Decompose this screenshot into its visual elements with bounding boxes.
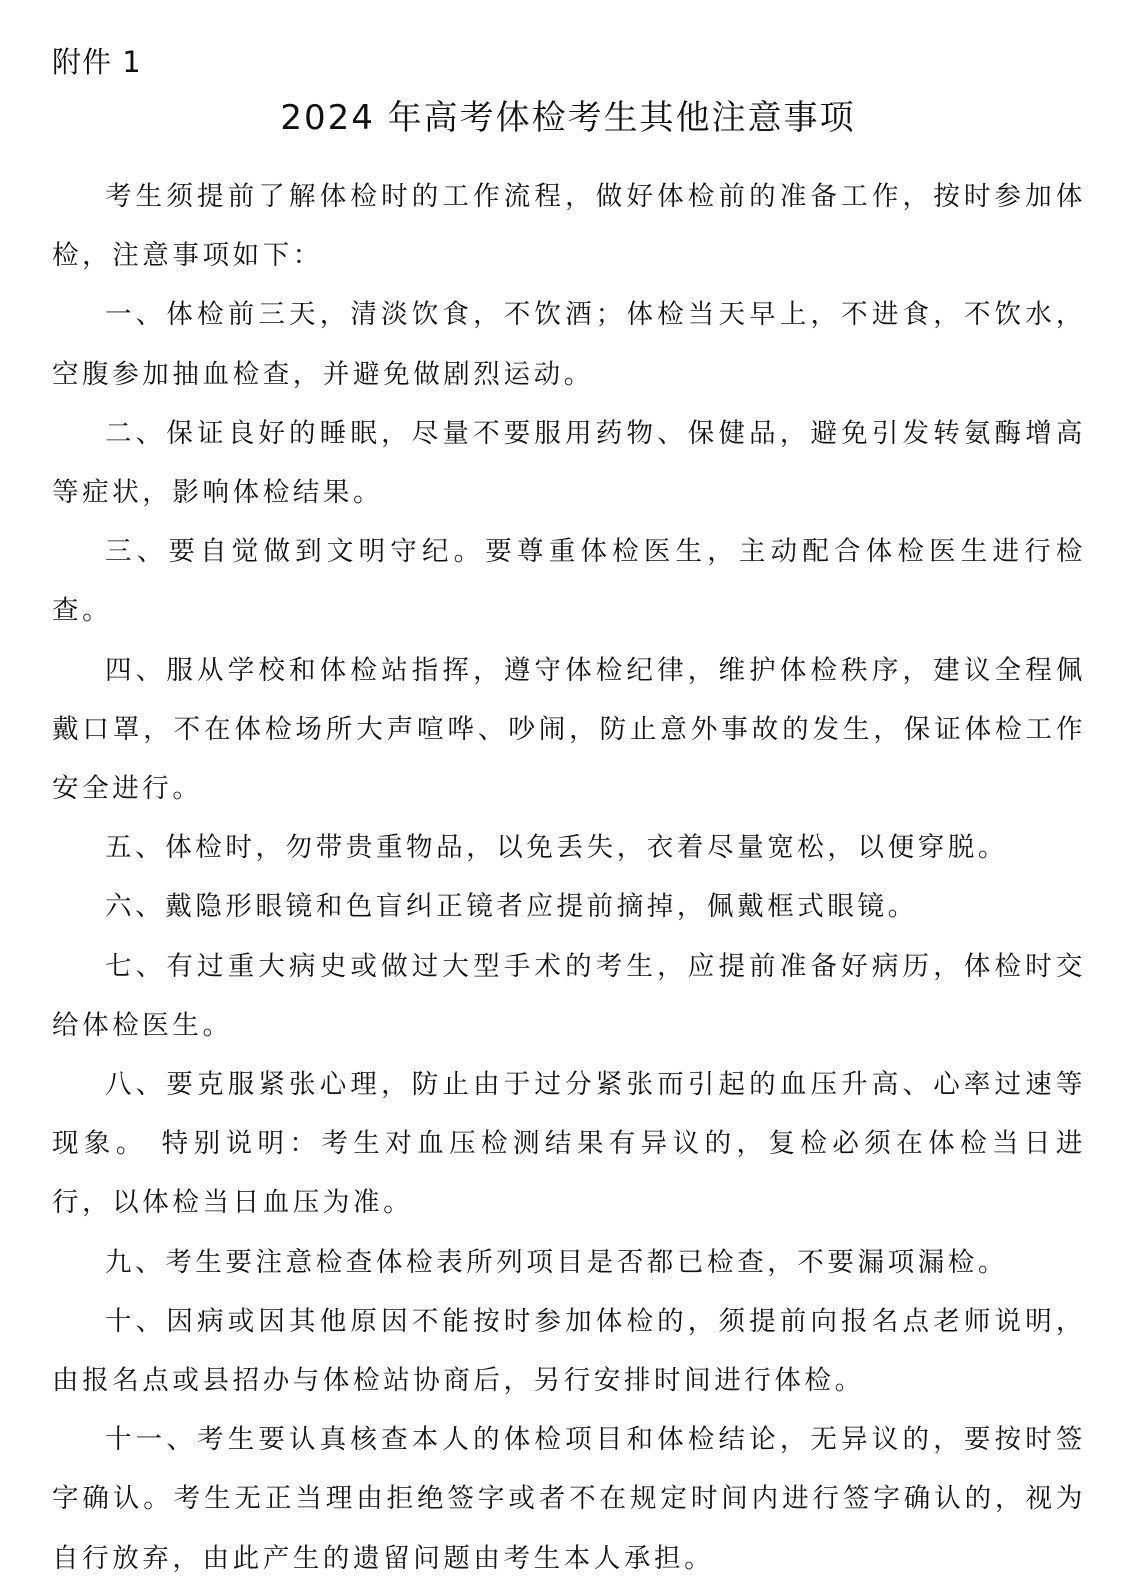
notice-item-1: 一、体检前三天，清淡饮食，不饮酒；体检当天早上，不进食，不饮水，空腹参加抽血检查，并避免做剧烈运动。	[52, 299, 1086, 390]
notice-item-4: 四、服从学校和体检站指挥，遵守体检纪律，维护体检秩序，建议全程佩戴口罩，不在体检场所大声喧哗、吵闹，防止意外事故的发生，保证体检工作安全进行。	[52, 654, 1086, 805]
intro-paragraph: 考生须提前了解体检时的工作流程，做好体检前的准备工作，按时参加体检，注意事项如下：	[52, 181, 1086, 272]
notice-item-6: 六、戴隐形眼镜和色盲纠正镜者应提前摘掉，佩戴框式眼镜。	[105, 891, 918, 923]
notice-item-2: 二、保证良好的睡眠，尽量不要服用药物、保健品，避免引发转氨酶增高等症状，影响体检结果。	[52, 417, 1086, 509]
notice-item-5: 五、体检时，勿带贵重物品，以免丢失，衣着尽量宽松，以便穿脱。	[105, 832, 1008, 864]
document-body	[52, 167, 1086, 1588]
notice-item-7: 七、有过重大病史或做过大型手术的考生，应提前准备好病历，体检时交给体检医生。	[52, 950, 1086, 1041]
notice-item-3: 三、要自觉做到文明守纪。要尊重体检医生，主动配合体检医生进行检查。	[52, 536, 1086, 627]
notice-item-9: 九、考生要注意检查体检表所列项目是否都已检查，不要漏项漏检。	[105, 1246, 1008, 1278]
notice-item-11: 十一、考生要认真核查本人的体检项目和体检结论，无异议的，要按时签字确认。考生无正当理由拒绝签字或者不在规定时间内进行签字确认的，视为自行放弃，由此产生的遗留问题由考生本人承担。	[52, 1424, 1086, 1574]
document-title: 2024 年高考体检考生其他注意事项	[280, 98, 856, 138]
notice-item-10: 十、因病或因其他原因不能按时参加体检的，须提前向报名点老师说明，由报名点或县招办与体检站协商后，另行安排时间进行体检。	[52, 1305, 1086, 1397]
attachment-label: 附件 1	[52, 45, 142, 79]
notice-item-8: 八、要克服紧张心理，防止由于过分紧张而引起的血压升高、心率过速等现象。 特别说明：考生对血压检测结果有异议的，复检必须在体检当日进行，以体检当日血压为准。	[52, 1069, 1086, 1219]
